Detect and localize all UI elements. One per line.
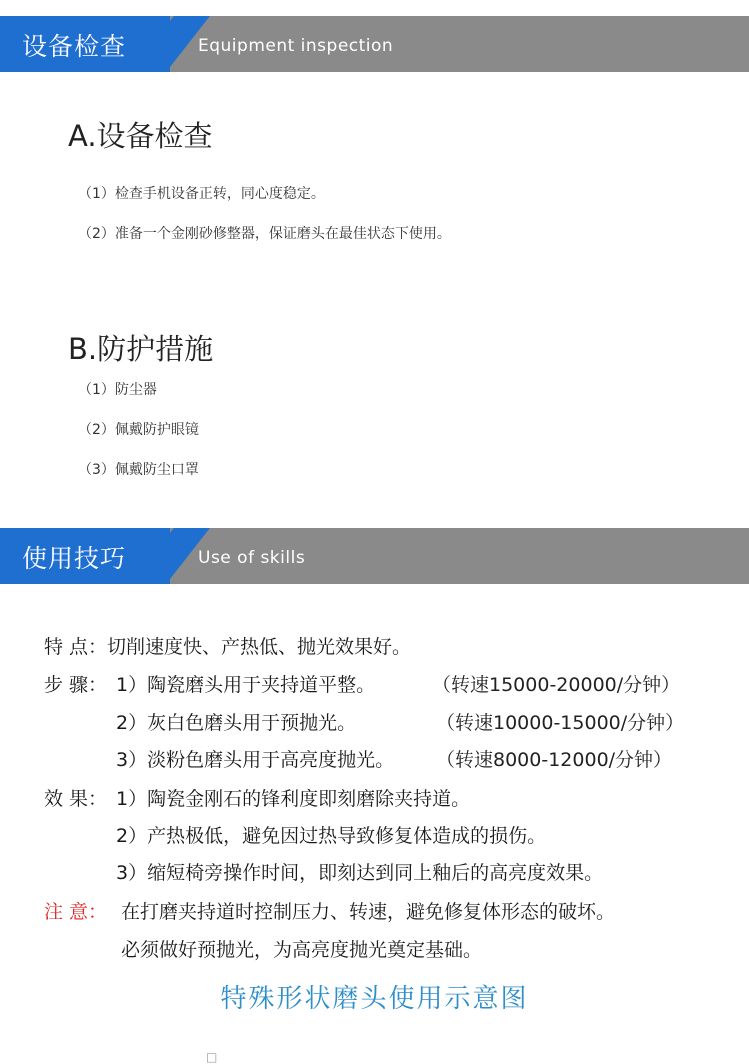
steps-label: 步 骤： (44, 674, 108, 696)
section-banner-skills (0, 528, 749, 584)
diagram-title: 特殊形状磨头使用示意图 (220, 984, 529, 1014)
step-line: 1）陶瓷磨头用于夹持道平整。 (116, 674, 376, 696)
banner-title-en: Use of skills (198, 548, 306, 568)
effect-line: 2）产热极低，避免因过热导致修复体造成的损伤。 (116, 825, 547, 847)
effect-line: 1）陶瓷金刚石的锋利度即刻磨除夹持道。 (116, 788, 471, 810)
effect-line: 3）缩短椅旁操作时间，即刻达到同上釉后的高亮度效果。 (116, 862, 604, 884)
step-speed: （转速10000-15000/分钟） (436, 712, 685, 734)
section-b-item: （1）防尘器 (78, 382, 157, 398)
step-speed: （转速8000-12000/分钟） (436, 749, 673, 771)
note-line: 必须做好预抛光，为高亮度抛光奠定基础。 (121, 939, 483, 961)
feature-line: 特 点：切削速度快、产热低、抛光效果好。 (44, 636, 412, 658)
step-speed: （转速15000-20000/分钟） (432, 674, 681, 696)
note-line: 在打磨夹持道时控制压力、转速，避免修复体形态的破坏。 (121, 901, 616, 923)
step-line: 2）灰白色磨头用于预抛光。 (116, 712, 357, 734)
section-a-title: A.设备检查 (68, 119, 213, 153)
banner-title-cn: 设备检查 (22, 32, 127, 61)
banner-title-cn: 使用技巧 (22, 544, 127, 573)
effect-label: 效 果： (44, 788, 108, 810)
section-banner-equipment (0, 16, 749, 72)
step-line: 3）淡粉色磨头用于高亮度抛光。 (116, 749, 395, 771)
section-b-title: B.防护措施 (68, 332, 214, 366)
section-b-item: （3）佩戴防尘口罩 (78, 462, 199, 478)
section-a-item: （1）检查手机设备正转，同心度稳定。 (78, 186, 325, 202)
section-a-item: （2）准备一个金刚砂修整器，保证磨头在最佳状态下使用。 (78, 226, 451, 242)
note-label: 注 意： (44, 901, 108, 923)
banner-title-en: Equipment inspection (198, 36, 394, 56)
placeholder-glyph: □ (206, 1050, 218, 1064)
section-b-item: （2）佩戴防护眼镜 (78, 422, 199, 438)
